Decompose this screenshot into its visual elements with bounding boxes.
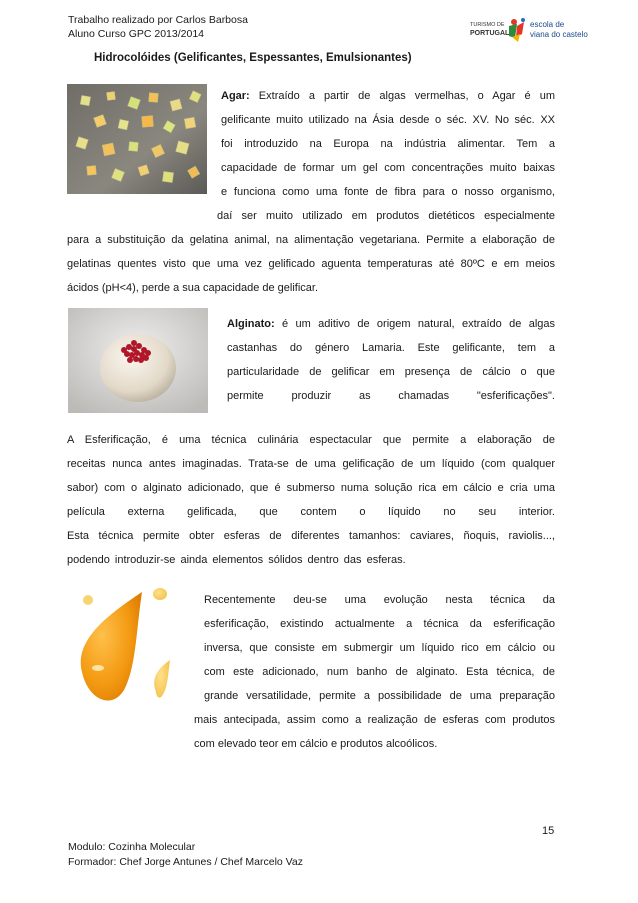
agar-line-2: gelificante muito utilizado na Ásia desde o séc. XV. No séc. XX — [221, 114, 555, 126]
esfer-line-6: podendo introduzir-se ainda elementos sólidos dentro das esferas. — [67, 554, 406, 566]
agar-label: Agar: — [221, 90, 250, 102]
logo-text-escola: escola de — [530, 20, 565, 29]
agar-line-6: daí ser muito utilizado em produtos dietéticos especialmente — [217, 210, 555, 222]
alginato-sphere-image — [68, 308, 208, 413]
alginato-label: Alginato: — [227, 318, 275, 330]
agar-line-9: ácidos (pH<4), perde a sua capacidade de gelificar. — [67, 282, 319, 294]
agar-cubes-image — [67, 84, 207, 194]
inversa-line-1: Recentemente deu-se uma evolução nesta técnica da — [204, 594, 555, 606]
agar-line-3: foi introduzido na Europa na indústria alimentar. Tem a — [221, 138, 555, 150]
inversa-line-4: com este adicionado, num banho de alginato. Esta técnica, de — [204, 666, 555, 678]
esfer-line-5: Esta técnica permite obter esferas de diferentes tamanhos: caviares, ñoquis, raviolis..., — [67, 530, 555, 542]
inversa-line-2: esferificação, existindo actualmente a técnica da esferificação — [204, 618, 555, 630]
alginato-line-1: Alginato: é um aditivo de origem natural, extraído de algas — [227, 318, 555, 330]
page-number: 15 — [542, 825, 555, 837]
alginato-line-2: castanhas do género Lamaria. Este gelificante, tem a — [227, 342, 555, 354]
footer-module: Modulo: Cozinha Molecular — [68, 841, 196, 853]
school-logo — [462, 12, 592, 46]
footer-trainers: Formador: Chef Jorge Antunes / Chef Marcelo Vaz — [68, 856, 303, 868]
alginato-line-3: particularidade de gelificar em presença de cálcio o que — [227, 366, 555, 378]
esfer-line-3: sabor) com o alginato adicionado, que é submerso numa solução rica em cálcio e cria uma — [67, 482, 555, 494]
orange-drop-image — [64, 572, 194, 732]
agar-line-4: capacidade de formar um gel com concentrações muito baixas — [221, 162, 555, 174]
logo-text-portugal: PORTUGAL — [470, 30, 510, 37]
header-author: Trabalho realizado por Carlos Barbosa — [68, 14, 248, 26]
inversa-line-7: com elevado teor em cálcio e produtos alcoólicos. — [194, 738, 438, 750]
inversa-line-5: grande versatilidade, permite a possibilidade de uma preparação — [204, 690, 555, 702]
alginato-line-4: permite produzir as chamadas "esferificações". — [227, 390, 555, 402]
agar-line-5: e funciona como uma fonte de fibra para o nosso organismo, — [221, 186, 555, 198]
esfer-line-2: receitas nunca antes imaginadas. Trata-se de uma gelificação de um líquido (com qualquer — [67, 458, 555, 470]
agar-line-8: gelatinas quentes visto que uma vez gelificado aguenta temperaturas até 80ºC e em meios — [67, 258, 555, 270]
esfer-line-1: A Esferificação, é uma técnica culinária espectacular que permite a elaboração de — [67, 434, 555, 446]
logo-text-turismo: TURISMO DE — [470, 22, 505, 28]
header-course: Aluno Curso GPC 2013/2014 — [68, 28, 205, 40]
page-title: Hidrocolóides (Gelificantes, Espessantes, Emulsionantes) — [94, 52, 412, 64]
inversa-line-6: mais antecipada, assim como a realização de esferas com produtos — [194, 714, 555, 726]
inversa-line-3: inversa, que consiste em submergir um líquido rico em cálcio ou — [204, 642, 555, 654]
agar-line-7: para a substituição da gelatina animal, na alimentação vegetariana. Permite a elaboração de — [67, 234, 555, 246]
esfer-line-4: película externa gelificada, que contem o líquido no seu interior. — [67, 506, 555, 518]
agar-line-1: Agar: Extraído a partir de algas vermelhas, o Agar é um — [221, 90, 555, 102]
logo-text-viana: viana do castelo — [530, 30, 588, 39]
